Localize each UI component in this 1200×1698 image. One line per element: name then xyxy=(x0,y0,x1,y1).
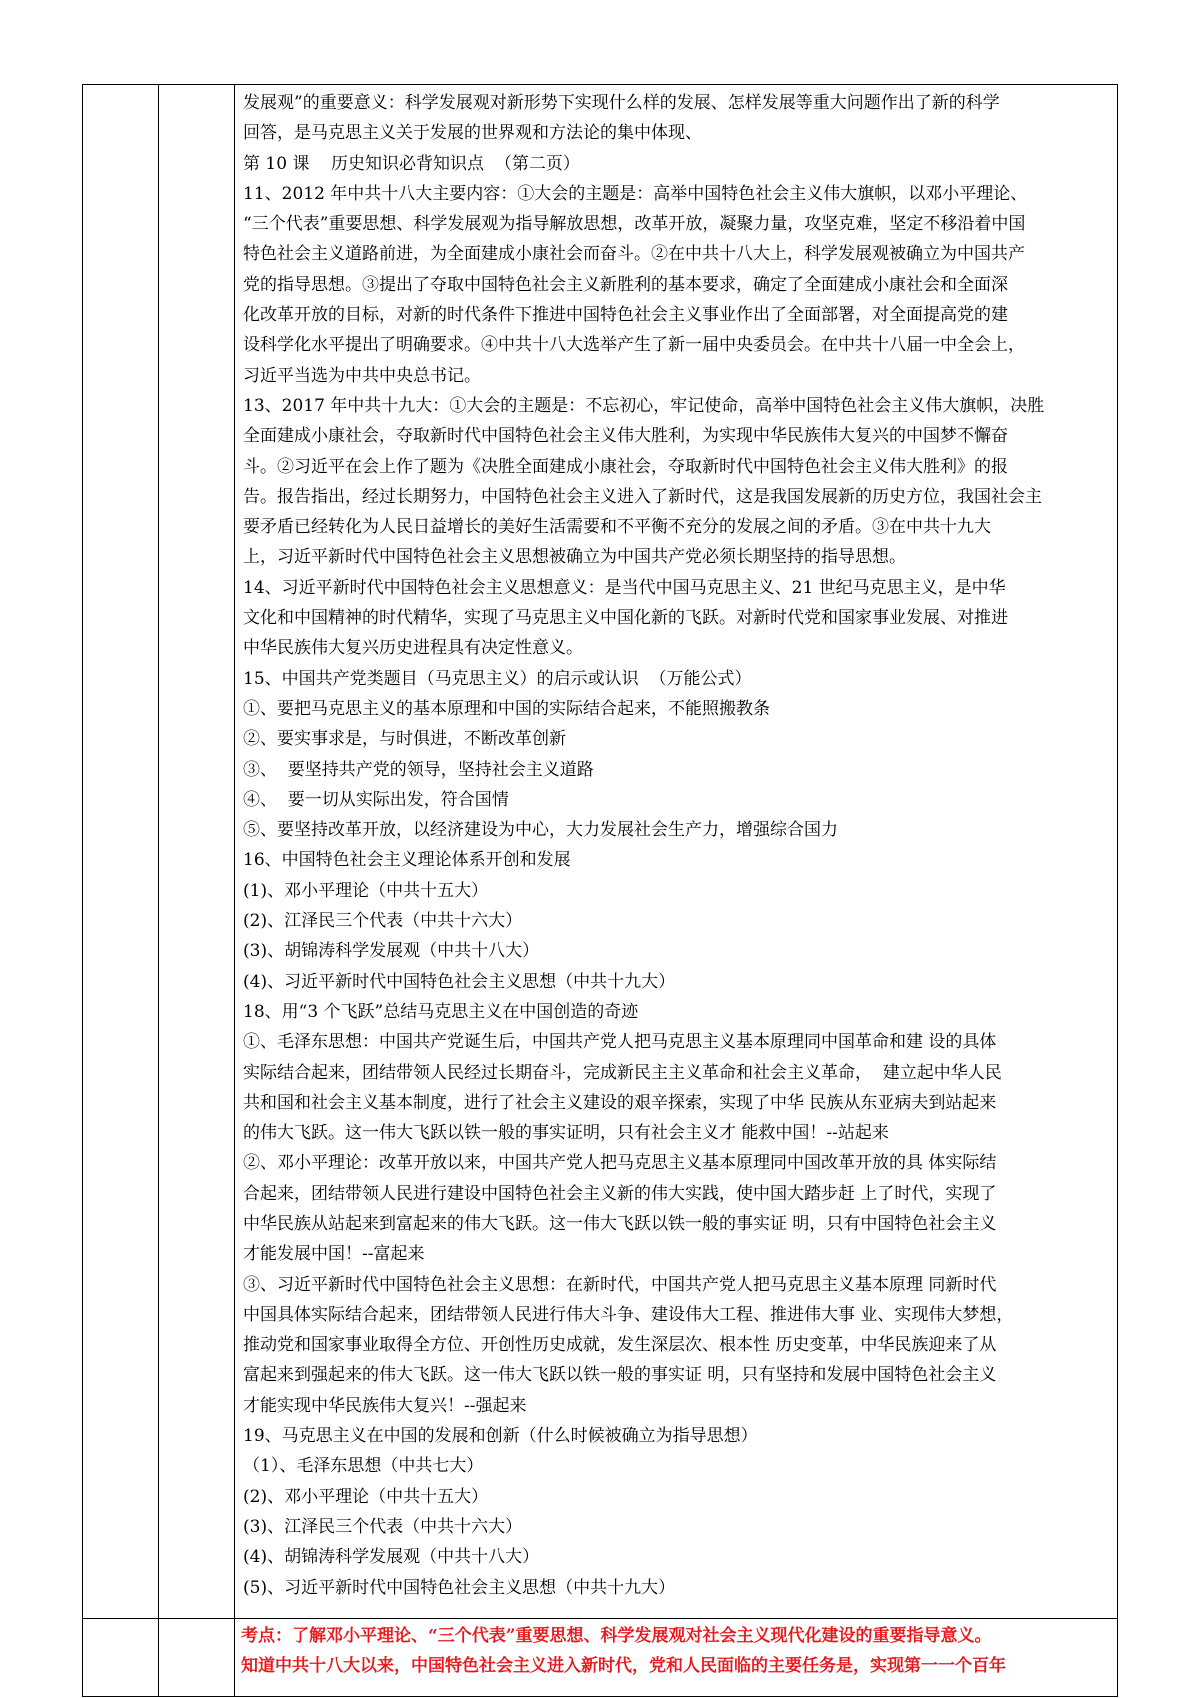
text-line: 特色社会主义道路前进，为全面建成小康社会而奋斗。②在中共十八大上，科学发展观被确立为中国共产 xyxy=(243,244,1025,265)
text-line: (2)、江泽民三个代表（中共十六大） xyxy=(243,911,523,932)
text-line: 共和国和社会主义基本制度，进行了社会主义建设的艰辛探索，实现了中华 民族从东亚病夫到站起来 xyxy=(243,1092,997,1113)
text-line: 才能实现中华民族伟大复兴！--强起来 xyxy=(243,1395,527,1416)
text-line: 化改革开放的目标，对新的时代条件下推进中国特色社会主义事业作出了全面部署，对全面提高党的建 xyxy=(243,305,1008,326)
text-line: 中华民族伟大复兴历史进程具有决定性意义。 xyxy=(243,638,583,659)
text-line: 18、用“3 个飞跃”总结马克思主义在中国创造的奇迹 xyxy=(243,1001,639,1022)
key-point-line: 考点：了解邓小平理论、“三个代表”重要思想、科学发展观对社会主义现代化建设的重要指导意义。 xyxy=(241,1626,992,1646)
text-line: 党的指导思想。③提出了夺取中国特色社会主义新胜利的基本要求，确定了全面建成小康社会和全面深 xyxy=(243,274,1008,295)
text-line: 19、马克思主义在中国的发展和创新（什么时候被确立为指导思想） xyxy=(243,1426,758,1447)
text-line: ②、要实事求是，与时俱进，不断改革创新 xyxy=(243,729,566,750)
text-line: (5)、习近平新时代中国特色社会主义思想（中共十九大） xyxy=(243,1577,676,1598)
text-line: 文化和中国精神的时代精华，实现了马克思主义中国化新的飞跃。对新时代党和国家事业发展、对推进 xyxy=(243,608,1008,629)
text-line: ①、毛泽东思想：中国共产党诞生后，中国共产党人把马克思主义基本原理同中国革命和建 设的具体 xyxy=(243,1032,997,1053)
text-line: 11、2012 年中共十八大主要内容：①大会的主题是：高举中国特色社会主义伟大旗帜，以邓小平理论、 xyxy=(243,183,1028,204)
text-line: 发展观”的重要意义：科学发展观对新形势下实现什么样的发展、怎样发展等重大问题作出了新的科学 xyxy=(243,93,1000,113)
text-line: (3)、江泽民三个代表（中共十六大） xyxy=(243,1516,523,1537)
text-line: ③、 要坚持共产党的领导，坚持社会主义道路 xyxy=(243,759,594,780)
text-line: 合起来，团结带领人民进行建设中国特色社会主义新的伟大实践，使中国大踏步赶 上了时代，实现了 xyxy=(243,1183,997,1204)
text-line: 设科学化水平提出了明确要求。④中共十八大选举产生了新一届中央委员会。在中共十八届一中全会上， xyxy=(243,335,1025,356)
text-line: 习近平当选为中共中央总书记。 xyxy=(243,365,481,386)
text-line: (4)、胡锦涛科学发展观（中共十八大） xyxy=(243,1547,540,1568)
text-line: (3)、胡锦涛科学发展观（中共十八大） xyxy=(243,941,540,962)
text-line: 中华民族从站起来到富起来的伟大飞跃。这一伟大飞跃以铁一般的事实证 明，只有中国特色社会主义 xyxy=(243,1213,997,1234)
empty-cell-left xyxy=(83,85,159,1619)
text-line: “三个代表”重要思想、科学发展观为指导解放思想，改革开放，凝聚力量，攻坚克难，坚定不移沿着中国 xyxy=(243,214,1026,235)
text-line: 上，习近平新时代中国特色社会主义思想被确立为中国共产党必须长期坚持的指导思想。 xyxy=(243,547,906,568)
text-line: (4)、习近平新时代中国特色社会主义思想（中共十九大） xyxy=(243,971,676,992)
text-line: (2)、邓小平理论（中共十五大） xyxy=(243,1486,489,1507)
empty-cell-middle xyxy=(159,85,235,1619)
text-line: 推动党和国家事业取得全方位、开创性历史成就，发生深层次、根本性 历史变革，中华民族迎来了从 xyxy=(243,1335,997,1356)
text-line: ②、邓小平理论：改革开放以来，中国共产党人把马克思主义基本原理同中国改革开放的具 体实际结 xyxy=(243,1153,997,1174)
text-line: ①、要把马克思主义的基本原理和中国的实际结合起来，不能照搬教条 xyxy=(243,698,770,719)
text-line: ④、 要一切从实际出发，符合国情 xyxy=(243,789,509,810)
empty-cell-middle-2 xyxy=(159,1619,235,1697)
text-line: 13、2017 年中共十九大：①大会的主题是：不忘初心，牢记使命，高举中国特色社会主义伟大旗帜，决胜 xyxy=(243,395,1045,416)
text-line: 14、习近平新时代中国特色社会主义思想意义：是当代中国马克思主义、21 世纪马克思主义，是中华 xyxy=(243,577,1006,598)
text-line: (1)、邓小平理论（中共十五大） xyxy=(243,880,489,901)
text-line: 告。报告指出，经过长期努力，中国特色社会主义进入了新时代，这是我国发展新的历史方位，我国社会主 xyxy=(243,486,1042,507)
document-table xyxy=(82,84,1118,1697)
key-point-line: 知道中共十八大以来，中国特色社会主义进入新时代，党和人民面临的主要任务是，实现第一一个百年 xyxy=(241,1656,1006,1676)
text-line: 实际结合起来，团结带领人民经过长期奋斗，完成新民主主义革命和社会主义革命， 建立起中华人民 xyxy=(243,1062,1002,1083)
key-points-cell xyxy=(235,1619,1118,1697)
text-line: 回答，是马克思主义关于发展的世界观和方法论的集中体现、 xyxy=(243,123,702,144)
text-line: 第 10 课 历史知识必背知识点 （第二页） xyxy=(243,153,580,174)
text-line: ③、习近平新时代中国特色社会主义思想：在新时代，中国共产党人把马克思主义基本原理 同新时代 xyxy=(243,1274,997,1295)
content-cell xyxy=(235,85,1118,1619)
text-line: （1）、毛泽东思想（中共七大） xyxy=(243,1456,484,1477)
empty-cell-left-2 xyxy=(83,1619,159,1697)
text-line: 要矛盾已经转化为人民日益增长的美好生活需要和不平衡不充分的发展之间的矛盾。③在中共十九大 xyxy=(243,517,991,538)
key-points-row xyxy=(83,1619,1118,1697)
text-line: 的伟大飞跃。这一伟大飞跃以铁一般的事实证明，只有社会主义才 能救中国！--站起来 xyxy=(243,1123,889,1144)
content-text xyxy=(235,85,1117,1603)
text-line: 中国具体实际结合起来，团结带领人民进行伟大斗争、建设伟大工程、推进伟大事 业、实现伟大梦想， xyxy=(243,1304,1014,1325)
content-row xyxy=(83,85,1118,1619)
text-line: 才能发展中国！--富起来 xyxy=(243,1244,425,1265)
text-line: 富起来到强起来的伟大飞跃。这一伟大飞跃以铁一般的事实证 明，只有坚持和发展中国特色社会主义 xyxy=(243,1365,997,1386)
text-line: ⑤、要坚持改革开放，以经济建设为中心，大力发展社会生产力，增强综合国力 xyxy=(243,820,838,841)
text-line: 15、中国共产党类题目（马克思主义）的启示或认识 （万能公式） xyxy=(243,668,752,689)
key-points-text xyxy=(235,1619,1117,1681)
text-line: 16、中国特色社会主义理论体系开创和发展 xyxy=(243,850,571,871)
text-line: 全面建成小康社会，夺取新时代中国特色社会主义伟大胜利，为实现中华民族伟大复兴的中国梦不懈奋 xyxy=(243,426,1008,447)
text-line: 斗。②习近平在会上作了题为《决胜全面建成小康社会，夺取新时代中国特色社会主义伟大胜利》的报 xyxy=(243,456,1008,477)
